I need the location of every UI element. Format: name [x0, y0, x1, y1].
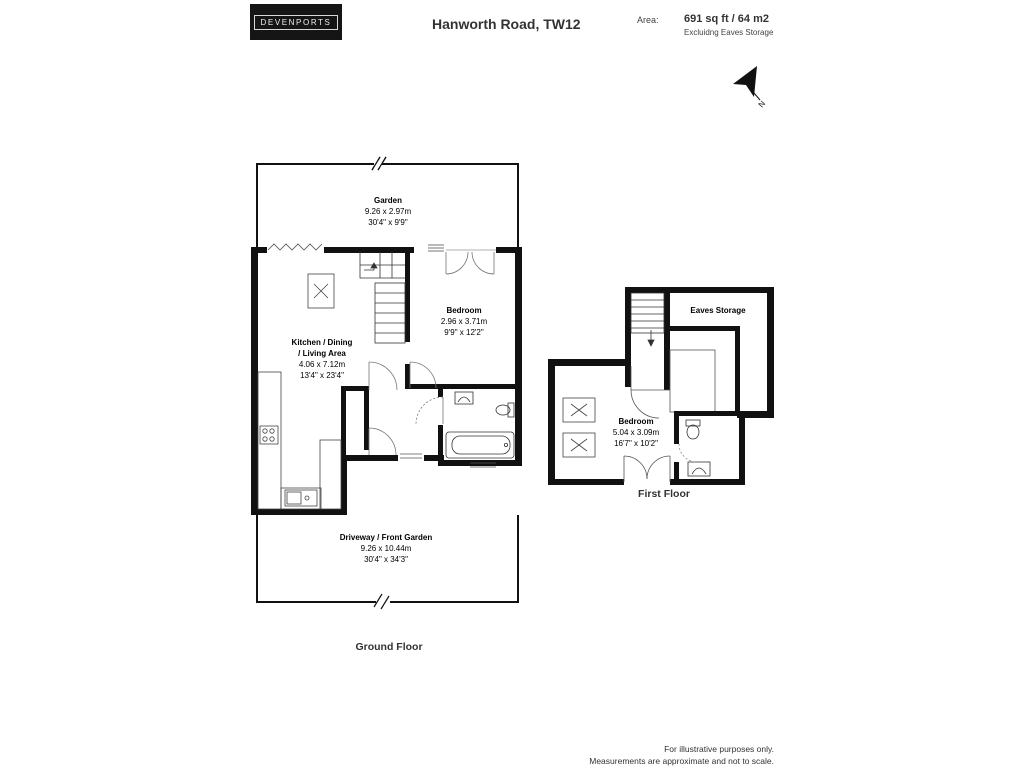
ground-floor-label: Ground Floor — [355, 641, 423, 653]
kitchen-metric: 4.06 x 7.12m — [298, 360, 346, 369]
ff-bedroom-metric: 5.04 x 3.09m — [612, 428, 660, 437]
driveway-name: Driveway / Front Garden — [339, 533, 433, 542]
ff-bedroom-imperial: 16'7" x 10'2" — [614, 439, 658, 448]
driveway-metric: 9.26 x 10.44m — [360, 544, 412, 553]
first-floor-plan — [548, 287, 774, 500]
disclaimer-line2: Measurements are approximate and not to scale. — [589, 756, 774, 766]
first-floor-label: First Floor — [638, 488, 690, 500]
kitchen-name-line1: Kitchen / Dining — [291, 338, 353, 347]
gf-bedroom-metric: 2.96 x 3.71m — [440, 317, 488, 326]
ff-bedroom-name: Bedroom — [618, 417, 654, 426]
first-floor-stair-walls — [625, 287, 670, 390]
kitchen-name-line2: / Living Area — [298, 349, 346, 358]
area-note: Excluidng Eaves Storage — [684, 28, 774, 37]
disclaimer — [589, 743, 774, 767]
kitchen-imperial: 13'4" x 23'4" — [300, 371, 344, 380]
property-title: Hanworth Road, TW12 — [432, 16, 581, 32]
gf-bedroom-imperial: 9'9" x 12'2" — [444, 328, 484, 337]
driveway-imperial: 30'4" x 34'3" — [364, 555, 408, 564]
garden-metric: 9.26 x 2.97m — [364, 207, 412, 216]
compass-letter: N — [756, 99, 768, 110]
first-floor-skylights — [563, 398, 595, 457]
garden-imperial: 30'4" x 9'9" — [368, 218, 408, 227]
garden-name: Garden — [373, 196, 403, 205]
area-value: 691 sq ft / 64 m2 — [684, 13, 769, 25]
ensuite-fixtures — [679, 420, 710, 476]
north-compass-icon — [733, 66, 767, 109]
eaves-name: Eaves Storage — [690, 306, 746, 315]
area-label: Area: — [637, 15, 659, 25]
disclaimer-line1: For illustrative purposes only. — [664, 744, 774, 754]
first-floor-stairs — [631, 293, 664, 346]
void-outline — [670, 350, 715, 412]
brand-name: DEVENPORTS — [254, 15, 339, 30]
gf-bedroom-name: Bedroom — [446, 306, 482, 315]
ground-floor-plan — [251, 157, 522, 653]
boundary-break-bottom — [374, 594, 390, 609]
